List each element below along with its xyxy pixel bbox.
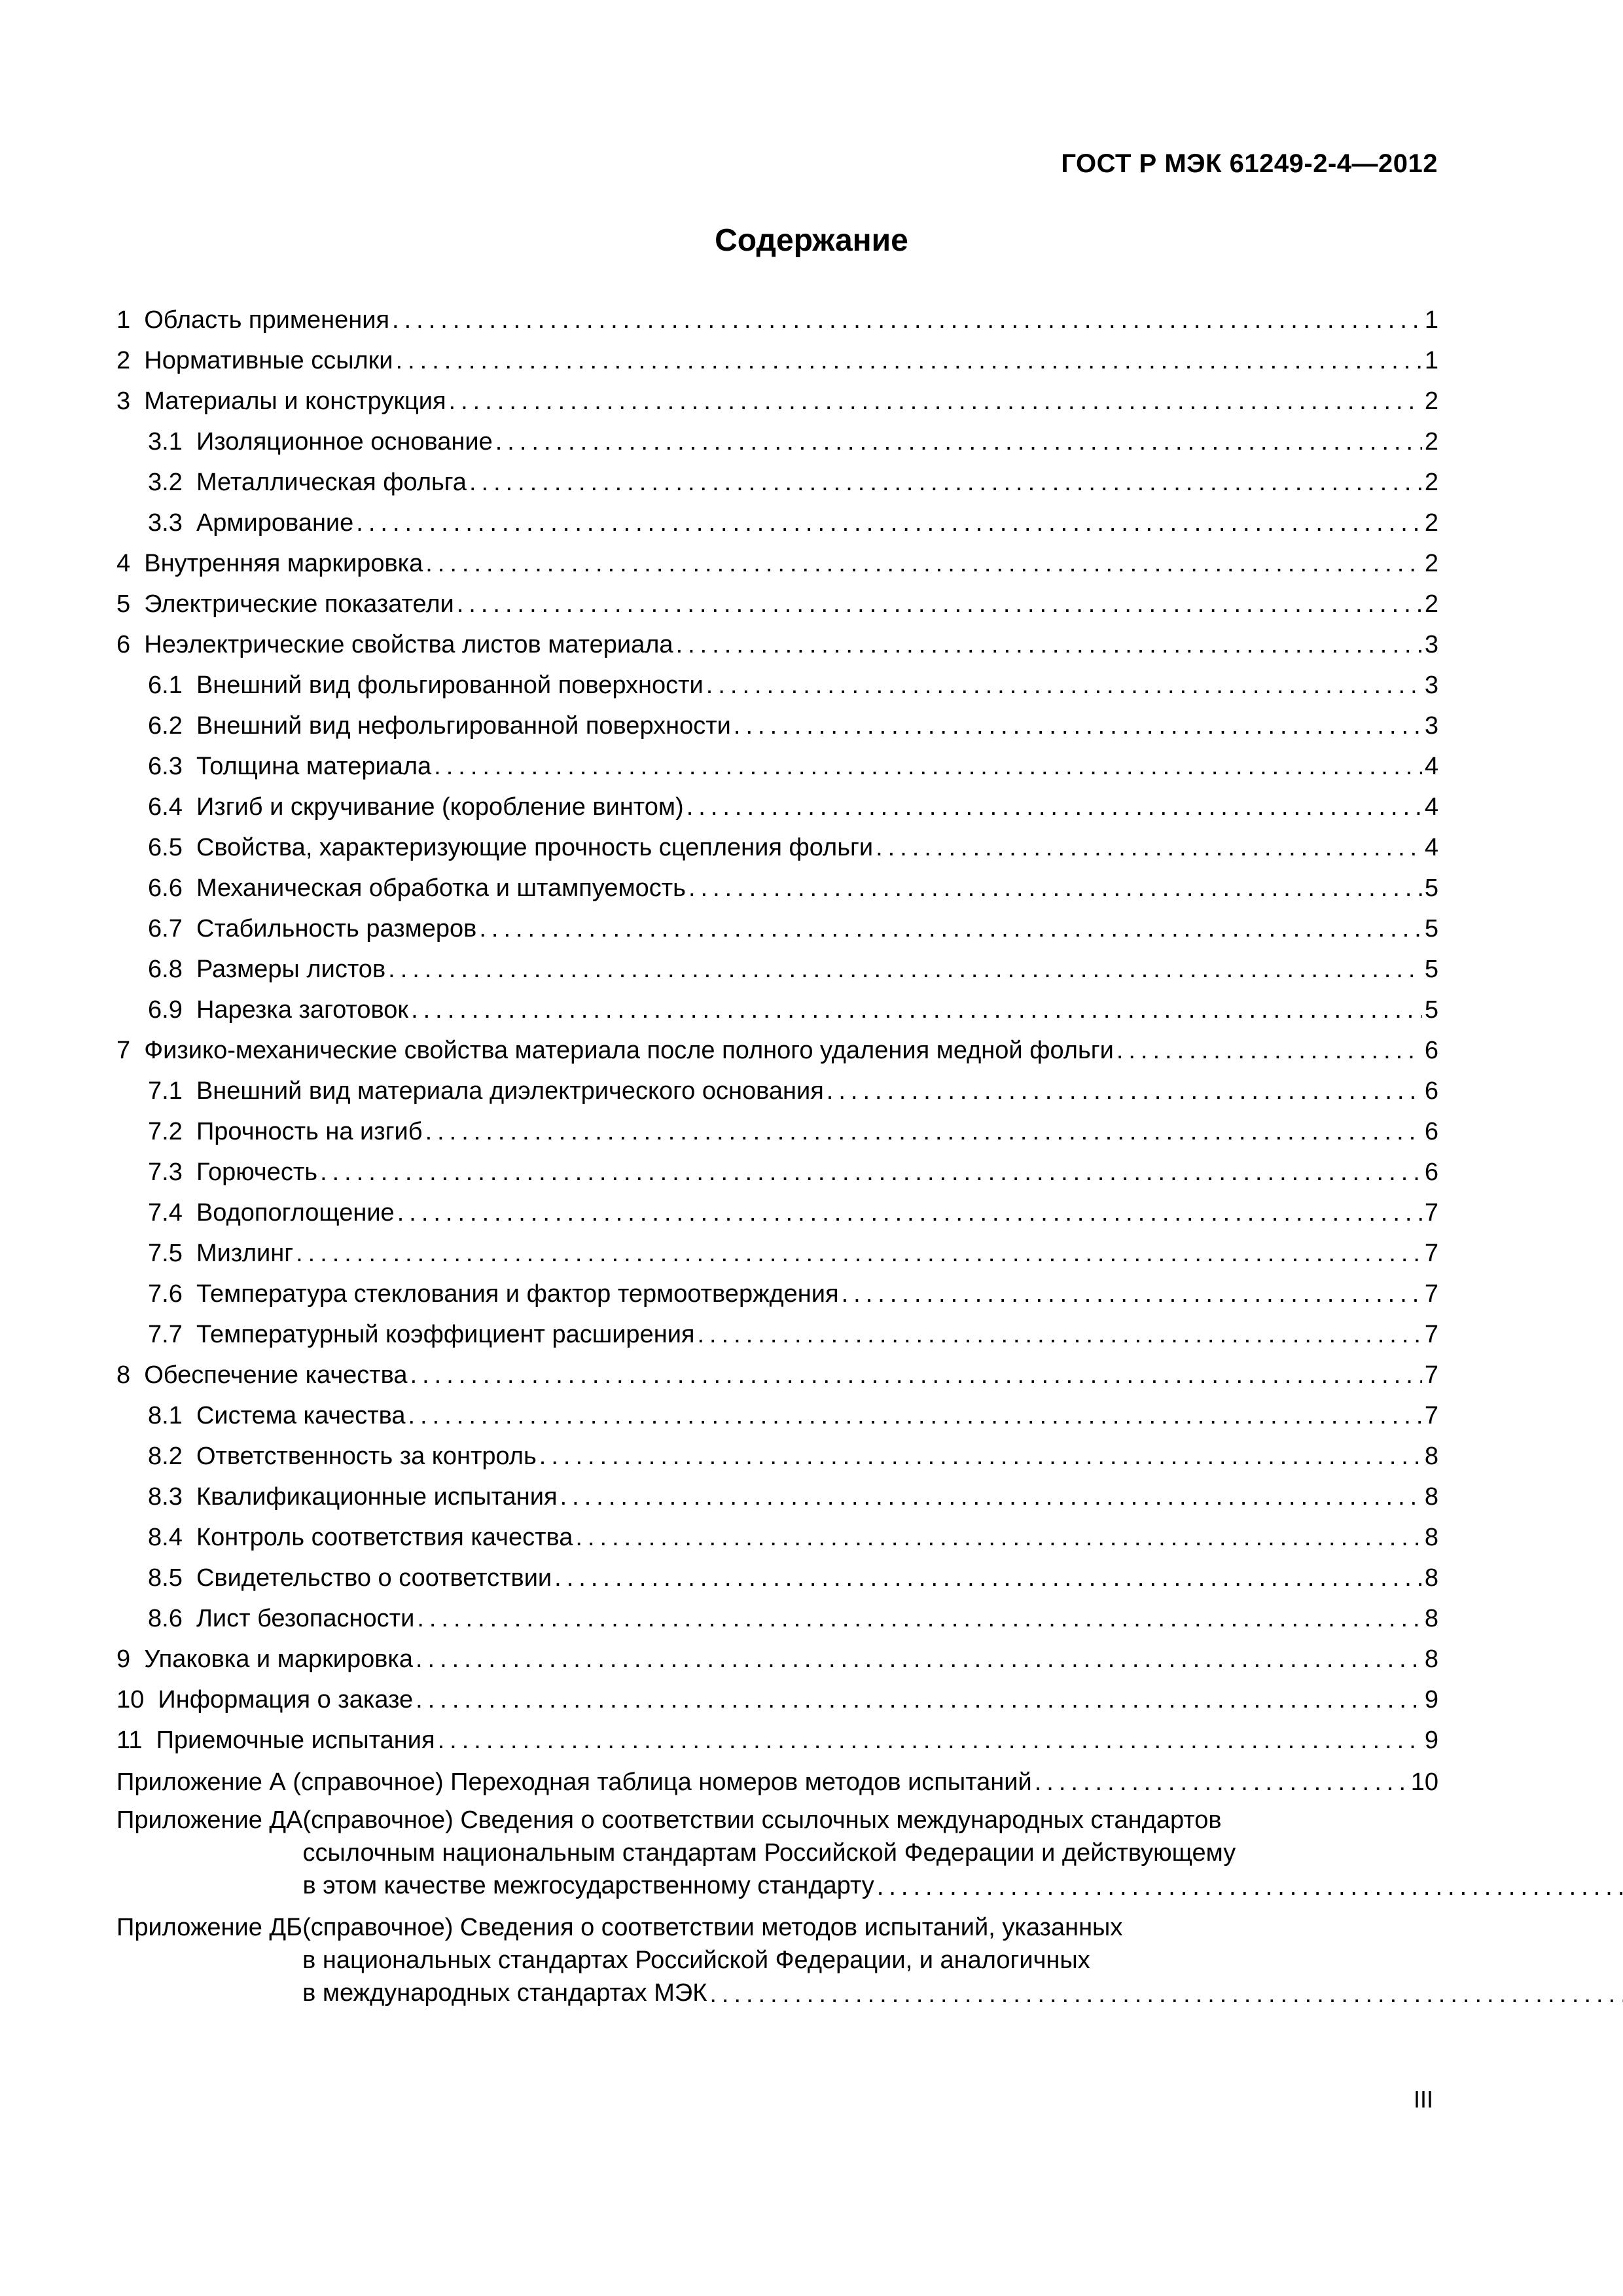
toc-page-number: 7 — [1424, 1280, 1438, 1308]
toc-entry-number: 7.1 — [148, 1077, 196, 1105]
toc-page-number: 5 — [1424, 996, 1438, 1024]
toc-entry-title: Информация о заказе — [158, 1686, 414, 1713]
toc-entry[interactable] — [116, 416, 1438, 457]
toc-leader-dots — [469, 467, 1422, 497]
toc-entry[interactable] — [116, 1390, 1438, 1431]
toc-leader-dots — [449, 386, 1422, 416]
toc-leader-dots — [687, 792, 1422, 822]
toc-entry[interactable] — [116, 1634, 1438, 1674]
toc-page-number: 4 — [1424, 793, 1438, 821]
toc-page-number: 7 — [1424, 1321, 1438, 1348]
toc-leader-dots — [438, 1725, 1422, 1755]
toc-entry[interactable] — [116, 903, 1438, 944]
toc-leader-dots — [706, 670, 1422, 700]
toc-page-number: 10 — [1410, 1768, 1438, 1796]
toc-entry-number: 6.4 — [148, 793, 196, 821]
toc-entry[interactable] — [116, 863, 1438, 903]
toc-entry-title: Армирование — [196, 509, 354, 537]
toc-entry[interactable] — [116, 1268, 1438, 1309]
toc-entry-number: 7.4 — [148, 1199, 196, 1227]
toc-entry-number: 6.3 — [148, 753, 196, 780]
toc-entry-number: 8 — [116, 1361, 145, 1389]
toc-entry-title: Размеры листов — [196, 956, 386, 983]
toc-entry[interactable] — [116, 1106, 1438, 1147]
toc-appendix-db-body — [302, 1911, 1623, 2009]
toc-entry-number: 3.3 — [148, 509, 196, 537]
toc-appendix-da-last — [303, 1869, 1623, 1902]
toc-leader-dots — [827, 1076, 1422, 1106]
toc-entry[interactable] — [116, 660, 1438, 700]
toc-page-number: 1 — [1424, 347, 1438, 374]
toc-appendix-da-line-2: ссылочным национальным стандартам Российской Федерации и действующему — [302, 1839, 1236, 1867]
toc-page-number: 8 — [1424, 1524, 1438, 1551]
toc-entry-title: Внутренняя маркировка — [144, 550, 423, 577]
toc-leader-dots — [479, 914, 1422, 944]
toc-entry-title: Внешний вид материала диэлектрического основания — [196, 1077, 824, 1105]
toc-page-number: 2 — [1424, 428, 1438, 456]
toc-entry-number: 6.7 — [148, 915, 196, 942]
toc-entry-title: Электрические показатели — [144, 590, 454, 618]
toc-entry-title: Металлическая фольга — [196, 469, 467, 496]
toc-entry[interactable] — [116, 1552, 1438, 1593]
toc-entry-number: 8.6 — [148, 1605, 196, 1632]
toc-leader-dots — [320, 1157, 1422, 1187]
toc-entry[interactable] — [116, 335, 1438, 376]
toc-entry-title: Водопоглощение — [196, 1199, 395, 1227]
toc-entry[interactable] — [116, 741, 1438, 781]
toc-page-number: 5 — [1424, 915, 1438, 942]
toc-leader-dots — [495, 427, 1422, 457]
toc-leader-dots — [539, 1441, 1422, 1471]
toc-entry-title: Свидетельство о соответствии — [196, 1564, 552, 1592]
toc-entry-number: 7.7 — [148, 1321, 196, 1348]
toc-entry-title: Прочность на изгиб — [196, 1118, 423, 1145]
toc-page-number: 2 — [1424, 550, 1438, 577]
toc-entry-title: Система качества — [196, 1402, 406, 1429]
toc-entry-number: 8.2 — [148, 1443, 196, 1470]
toc-entry[interactable] — [116, 822, 1438, 863]
toc-entries — [116, 295, 1438, 1755]
toc-leader-dots — [434, 751, 1422, 781]
toc-entry-number: 1 — [116, 306, 145, 334]
toc-leader-dots — [876, 833, 1422, 863]
toc-entry-number: 10 — [116, 1686, 158, 1713]
toc-entry-title: Стабильность размеров — [196, 915, 477, 942]
toc-leader-dots — [1116, 1035, 1422, 1066]
toc-entry[interactable] — [116, 1066, 1438, 1106]
toc-entry-number: 7.2 — [148, 1118, 196, 1145]
toc-leader-dots — [397, 1198, 1422, 1228]
toc-page-number: 7 — [1424, 1361, 1438, 1389]
toc-page-number: 5 — [1424, 956, 1438, 983]
toc-entry-number: 6 — [116, 631, 145, 658]
toc-entry-title: Мизлинг — [196, 1240, 294, 1267]
toc-leader-dots — [698, 1319, 1422, 1350]
toc-entry-title: Нарезка заготовок — [196, 996, 409, 1024]
toc-entry-title: Область применения — [144, 306, 390, 334]
toc-page-number: 3 — [1424, 631, 1438, 658]
toc-appendix-db-line-1: (справочное) Сведения о соответствии методов испытаний, указанных — [302, 1914, 1123, 1941]
toc-entry[interactable] — [116, 1309, 1438, 1350]
toc-entry[interactable] — [116, 457, 1438, 497]
toc-entry[interactable] — [116, 700, 1438, 741]
toc-page-number: 8 — [1424, 1605, 1438, 1632]
toc-entry-number: 6.2 — [148, 712, 196, 740]
toc-entry-number: 7.6 — [148, 1280, 196, 1308]
toc-entry-number: 3.2 — [148, 469, 196, 496]
toc-entry-title: Физико-механические свойства материала после полного удаления медной фольги — [144, 1037, 1114, 1064]
toc-page-number: 2 — [1424, 590, 1438, 618]
toc-leader-dots — [688, 873, 1422, 903]
toc-page-number: 4 — [1424, 834, 1438, 861]
toc-entry[interactable] — [116, 1147, 1438, 1187]
toc-entry-title: Горючесть — [196, 1158, 318, 1186]
toc-entry-title: Толщина материала — [196, 753, 432, 780]
toc-entry-title: Приемочные испытания — [156, 1727, 435, 1754]
toc-page-number: 1 — [1424, 306, 1438, 334]
toc-entry[interactable] — [116, 376, 1438, 416]
toc-entry-number: 8.1 — [148, 1402, 196, 1429]
toc-page-number: 7 — [1424, 1199, 1438, 1227]
toc-entry-title: Внешний вид нефольгированной поверхности — [196, 712, 731, 740]
toc-entry-number: 7.3 — [148, 1158, 196, 1186]
toc-entry-number: 4 — [116, 550, 145, 577]
toc-page-number: 5 — [1424, 874, 1438, 902]
toc-entry[interactable] — [116, 295, 1438, 335]
toc-entry-number: 7.5 — [148, 1240, 196, 1267]
toc-appendix-da-line-1: (справочное) Сведения о соответствии ссылочных международных стандартов — [302, 1806, 1222, 1834]
toc-leader-dots — [425, 548, 1422, 579]
toc-entry[interactable] — [116, 1228, 1438, 1268]
toc-entry[interactable] — [116, 984, 1438, 1025]
toc-entry[interactable] — [116, 619, 1438, 660]
toc-entry-title: Лист безопасности — [196, 1605, 415, 1632]
toc-appendix-db-last — [302, 1977, 1623, 2009]
toc-entry-title: Внешний вид фольгированной поверхности — [196, 672, 704, 699]
toc-entry[interactable] — [116, 538, 1438, 579]
toc-entry-number: 5 — [116, 590, 145, 618]
toc-page-number: 6 — [1424, 1077, 1438, 1105]
toc-entry-title: Упаковка и маркировка — [144, 1645, 413, 1673]
toc-title: Содержание — [715, 223, 908, 258]
toc-leader-dots — [411, 995, 1422, 1025]
table-of-contents — [116, 295, 1438, 2009]
toc-entry[interactable] — [116, 579, 1438, 619]
toc-leader-dots — [554, 1563, 1422, 1593]
toc-entry[interactable] — [116, 1674, 1438, 1715]
toc-appendix-db-line-2: в национальных стандартах Российской Федерации, и аналогичных — [302, 1946, 1090, 1974]
toc-appendix-db[interactable] — [116, 1911, 1438, 2009]
toc-entry-number: 6.5 — [148, 834, 196, 861]
toc-appendix-da-body — [303, 1804, 1623, 1902]
toc-entry[interactable] — [116, 781, 1438, 822]
toc-entry-title: Механическая обработка и штампуемость — [196, 874, 686, 902]
page-number-footer: III — [1413, 2086, 1433, 2113]
toc-appendix-a-label: Приложение А (справочное) Переходная таблица номеров методов испытаний — [116, 1768, 1032, 1796]
toc-page-number: 2 — [1424, 509, 1438, 537]
toc-entry-number: 3 — [116, 387, 145, 415]
toc-entry-number: 8.3 — [148, 1483, 196, 1511]
toc-appendix-db-label: Приложение ДБ — [116, 1914, 303, 1941]
toc-page-number: 3 — [1424, 672, 1438, 699]
toc-entry[interactable] — [116, 497, 1438, 538]
toc-entry-number: 2 — [116, 347, 145, 374]
toc-leader-dots — [417, 1604, 1422, 1634]
toc-appendix-da[interactable] — [116, 1804, 1438, 1902]
toc-entry[interactable] — [116, 1187, 1438, 1228]
toc-page-number: 2 — [1424, 469, 1438, 496]
toc-leader-dots — [296, 1238, 1422, 1268]
toc-entry-number: 6.8 — [148, 956, 196, 983]
toc-leader-dots — [560, 1482, 1422, 1512]
toc-leader-dots — [842, 1279, 1422, 1309]
toc-entry-number: 7 — [116, 1037, 145, 1064]
toc-page-number: 9 — [1424, 1727, 1438, 1754]
toc-entry-number: 6.9 — [148, 996, 196, 1024]
toc-leader-dots — [709, 1979, 1623, 2009]
toc-entry-title: Обеспечение качества — [144, 1361, 408, 1389]
toc-entry[interactable] — [116, 944, 1438, 984]
toc-leader-dots — [734, 711, 1422, 741]
toc-page-number: 7 — [1424, 1402, 1438, 1429]
toc-page-number: 6 — [1424, 1118, 1438, 1145]
toc-page-number: 9 — [1424, 1686, 1438, 1713]
toc-entry[interactable] — [116, 1593, 1438, 1634]
toc-leader-dots — [416, 1644, 1422, 1674]
toc-page-number: 6 — [1424, 1158, 1438, 1186]
toc-leader-dots — [408, 1401, 1422, 1431]
toc-leader-dots — [877, 1872, 1623, 1902]
toc-entry-number: 8.5 — [148, 1564, 196, 1592]
toc-leader-dots — [392, 305, 1422, 335]
toc-appendix-a[interactable] — [116, 1757, 1438, 1797]
toc-leader-dots — [1035, 1767, 1408, 1797]
toc-entry-title: Квалификационные испытания — [196, 1483, 558, 1511]
toc-page-number: 6 — [1424, 1037, 1438, 1064]
toc-entry-title: Свойства, характеризующие прочность сцепления фольги — [196, 834, 874, 861]
toc-page-number: 8 — [1424, 1443, 1438, 1470]
toc-page-number: 2 — [1424, 387, 1438, 415]
toc-entry-number: 6.1 — [148, 672, 196, 699]
toc-entry-title: Ответственность за контроль — [196, 1443, 537, 1470]
toc-leader-dots — [416, 1685, 1422, 1715]
document-code: ГОСТ Р МЭК 61249-2-4—2012 — [1061, 149, 1438, 178]
toc-page-number: 8 — [1424, 1564, 1438, 1592]
toc-page-number: 7 — [1424, 1240, 1438, 1267]
toc-entry-number: 6.6 — [148, 874, 196, 902]
toc-entry-title: Нормативные ссылки — [144, 347, 393, 374]
toc-entry[interactable] — [116, 1025, 1438, 1066]
toc-entry-title: Изгиб и скручивание (коробление винтом) — [196, 793, 684, 821]
toc-entry[interactable] — [116, 1512, 1438, 1552]
toc-entry[interactable] — [116, 1431, 1438, 1471]
toc-leader-dots — [396, 346, 1422, 376]
toc-entry-title: Неэлектрические свойства листов материала — [144, 631, 673, 658]
toc-leader-dots — [575, 1522, 1421, 1552]
toc-page-number: 3 — [1424, 712, 1438, 740]
toc-entry-title: Изоляционное основание — [196, 428, 493, 456]
toc-appendix-db-line-3: в международных стандартах МЭК — [302, 1979, 707, 2007]
toc-leader-dots — [457, 589, 1422, 619]
toc-appendix-da-label: Приложение ДА — [116, 1806, 303, 1834]
toc-entry[interactable] — [116, 1350, 1438, 1390]
toc-page-number: 4 — [1424, 753, 1438, 780]
toc-entry-number: 3.1 — [148, 428, 196, 456]
toc-entry-title: Материалы и конструкция — [144, 387, 446, 415]
toc-entry-number: 9 — [116, 1645, 145, 1673]
toc-leader-dots — [676, 630, 1422, 660]
toc-entry-title: Температура стеклования и фактор термоотверждения — [196, 1280, 839, 1308]
toc-leader-dots — [356, 508, 1422, 538]
toc-page-number: 8 — [1424, 1483, 1438, 1511]
toc-entry-number: 8.4 — [148, 1524, 196, 1551]
toc-page-number: 8 — [1424, 1645, 1438, 1673]
toc-appendix-da-line-3: в этом качестве межгосударственному стандарту — [302, 1872, 874, 1899]
toc-entry-title: Температурный коэффициент расширения — [196, 1321, 695, 1348]
toc-leader-dots — [388, 954, 1422, 984]
toc-entry[interactable] — [116, 1715, 1438, 1755]
toc-entry-number: 11 — [116, 1727, 156, 1754]
toc-entry-title: Контроль соответствия качества — [196, 1524, 573, 1551]
toc-leader-dots — [410, 1360, 1422, 1390]
toc-leader-dots — [425, 1117, 1422, 1147]
toc-entry[interactable] — [116, 1471, 1438, 1512]
